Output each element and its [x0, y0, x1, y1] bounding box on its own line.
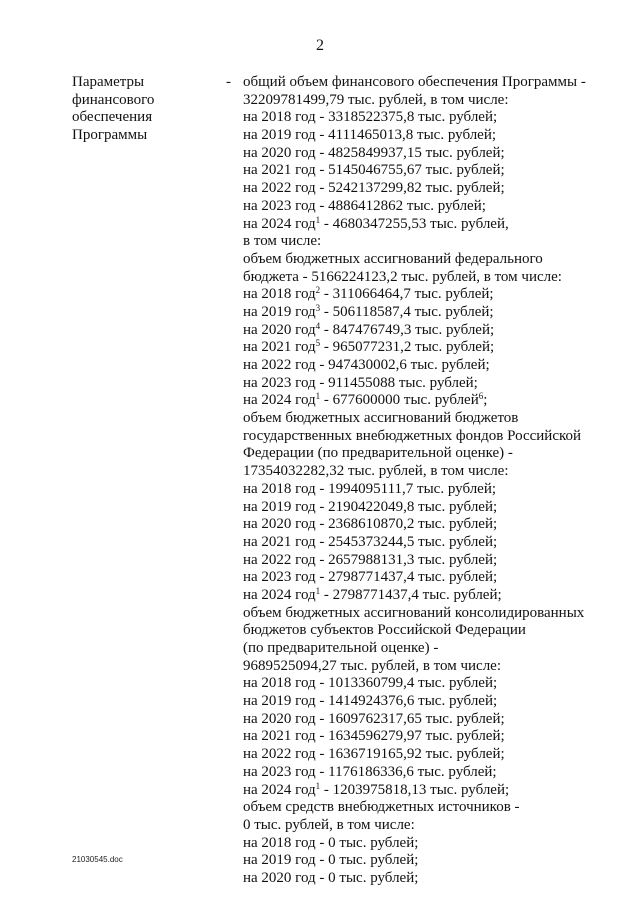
- financing-line-amount: - 311066464,7 тыс. рублей;: [320, 286, 494, 303]
- financing-line: [243, 852, 608, 870]
- section-label-line: Параметры: [72, 74, 145, 90]
- financing-line-text: на 2018 год - 0 тыс. рублей;: [243, 834, 419, 851]
- financing-line-text: объем бюджетных ассигнований консолидированных: [243, 604, 585, 621]
- financing-line-text: на 2021 год - 1634596279,97 тыс. рублей;: [243, 728, 505, 745]
- financing-line-text: на 2023 год - 911455088 тыс. рублей;: [243, 374, 478, 391]
- financing-line: [243, 375, 608, 393]
- financing-line: [243, 322, 608, 340]
- footnote-mark: 1: [315, 585, 321, 596]
- financing-line-text: 17354032282,32 тыс. рублей, в том числе:: [243, 463, 509, 480]
- financing-line-text: на 2019 год - 4111465013,8 тыс. рублей;: [243, 127, 497, 144]
- financing-line-text: (по предварительной оценке) -: [243, 640, 439, 656]
- financing-line: [243, 693, 608, 711]
- financing-line: [243, 605, 608, 623]
- financing-line-text: объем бюджетных ассигнований федерального: [243, 250, 543, 267]
- financing-line-amount: - 847476749,3 тыс. рублей;: [320, 321, 495, 338]
- footnote-mark: 3: [315, 302, 321, 313]
- financing-line-text: на 2022 год - 5242137299,82 тыс. рублей;: [243, 180, 505, 197]
- financing-line-text: общий объем финансового обеспечения Программы -: [243, 74, 586, 90]
- footnote-mark: 5: [315, 338, 321, 349]
- financing-line-text: объем бюджетных ассигнований бюджетов: [243, 410, 519, 427]
- financing-line-amount: - 1203975818,13 тыс. рублей;: [320, 781, 510, 798]
- financing-line: [243, 127, 608, 145]
- financing-line: [243, 251, 608, 269]
- financing-line-text: на 2021 год - 2545373244,5 тыс. рублей;: [243, 533, 498, 550]
- financing-line: [243, 463, 608, 481]
- financing-line-text: на 2023 год - 4886412862 тыс. рублей;: [243, 197, 486, 214]
- financing-line: [243, 162, 608, 180]
- financing-line: [243, 339, 608, 357]
- financing-line-text: на 2020 год - 1609762317,65 тыс. рублей;: [243, 710, 505, 727]
- financing-line: [243, 587, 608, 605]
- financing-line-text: на 2022 год - 947430002,6 тыс. рублей;: [243, 357, 490, 373]
- financing-details: [243, 74, 608, 888]
- financing-line: [243, 109, 608, 127]
- financing-line: [243, 870, 608, 888]
- financing-line-text: Федерации (по предварительной оценке) -: [243, 445, 513, 462]
- financing-line-amount: - 506118587,4 тыс. рублей;: [320, 303, 494, 320]
- financing-line: [243, 516, 608, 534]
- financing-line: [243, 746, 608, 764]
- financing-line-text: бюджетов субъектов Российской Федерации: [243, 622, 526, 639]
- financing-line-text: на 2020 год - 2368610870,2 тыс. рублей;: [243, 516, 498, 533]
- footnote-mark: 6: [478, 391, 484, 402]
- financing-line: [243, 445, 608, 463]
- financing-line: [243, 569, 608, 587]
- financing-line-text: на 2019 год - 1414924376,6 тыс. рублей;: [243, 693, 498, 710]
- financing-line-text: бюджета - 5166224123,2 тыс. рублей, в том числе:: [243, 268, 562, 285]
- section-label: [72, 74, 222, 145]
- financing-line: [243, 233, 608, 251]
- financing-line-text: на 2024 год: [243, 215, 316, 232]
- financing-line-text: на 2018 год - 1994095111,7 тыс. рублей;: [243, 480, 497, 497]
- footnote-mark: 1: [315, 780, 321, 791]
- financing-line-amount: - 4680347255,53 тыс. рублей,: [320, 215, 509, 232]
- financing-line: [243, 799, 608, 817]
- financing-line-text: на 2024 год: [243, 586, 316, 603]
- financing-line: [243, 835, 608, 853]
- financing-line: [243, 74, 608, 92]
- financing-line-text: на 2018 год: [243, 286, 316, 303]
- financing-line: [243, 640, 608, 658]
- financing-line-text: 0 тыс. рублей, в том числе:: [243, 816, 415, 833]
- financing-line-text: в том числе:: [243, 233, 322, 250]
- financing-line-text: на 2022 год - 1636719165,92 тыс. рублей;: [243, 746, 505, 763]
- financing-line-text: на 2020 год - 0 тыс. рублей;: [243, 869, 419, 886]
- financing-line: [243, 428, 608, 446]
- financing-line-text: на 2019 год: [243, 303, 316, 320]
- financing-line-text: на 2018 год - 1013360799,4 тыс. рублей;: [243, 675, 498, 692]
- financing-line-amount: - 965077231,2 тыс. рублей;: [320, 339, 495, 356]
- financing-line-text: на 2022 год - 2657988131,3 тыс. рублей;: [243, 551, 498, 568]
- financing-line-text: на 2024 год: [243, 781, 316, 798]
- section-label-line: финансового: [72, 91, 155, 108]
- section-dash: -: [226, 74, 231, 90]
- financing-line: [243, 180, 608, 198]
- financing-line: [243, 481, 608, 499]
- financing-line: [243, 552, 608, 570]
- footnote-mark: 1: [315, 391, 321, 402]
- financing-line: [243, 410, 608, 428]
- financing-line-text: на 2018 год - 3318522375,8 тыс. рублей;: [243, 109, 498, 126]
- financing-line-amount: - 677600000 тыс. рублей: [320, 392, 479, 409]
- financing-line-text: государственных внебюджетных фондов Российской: [243, 427, 582, 444]
- financing-line: [243, 817, 608, 835]
- financing-line-text: на 2020 год - 4825849937,15 тыс. рублей;: [243, 144, 505, 161]
- financing-line: [243, 499, 608, 517]
- financing-line-text: на 2020 год: [243, 321, 316, 338]
- financing-line: [243, 286, 608, 304]
- financing-line: [243, 145, 608, 163]
- financing-line: [243, 675, 608, 693]
- file-name: 21030545.doc: [72, 855, 123, 864]
- financing-line: [243, 392, 608, 410]
- financing-line: [243, 728, 608, 746]
- financing-line-text: на 2023 год - 2798771437,4 тыс. рублей;: [243, 569, 498, 586]
- financing-line-text: на 2019 год - 0 тыс. рублей;: [243, 852, 419, 869]
- financing-line-text: на 2023 год - 1176186336,6 тыс. рублей;: [243, 763, 497, 780]
- financing-line-text: на 2021 год: [243, 339, 316, 356]
- financing-line-amount: - 2798771437,4 тыс. рублей;: [320, 586, 502, 603]
- financing-line: [243, 782, 608, 800]
- financing-line: [243, 658, 608, 676]
- financing-line: [243, 216, 608, 234]
- financing-line-text: объем средств внебюджетных источников -: [243, 799, 520, 816]
- footnote-mark: 2: [315, 285, 321, 296]
- financing-line: [243, 269, 608, 287]
- section-label-line: Программы: [72, 127, 148, 144]
- financing-line-text: 32209781499,79 тыс. рублей, в том числе:: [243, 91, 509, 108]
- financing-line: [243, 304, 608, 322]
- financing-line: [243, 622, 608, 640]
- financing-line-text: на 2021 год - 5145046755,67 тыс. рублей;: [243, 162, 505, 179]
- page-number: 2: [316, 37, 324, 54]
- financing-line: [243, 711, 608, 729]
- financing-line: [243, 357, 608, 375]
- financing-line: [243, 198, 608, 216]
- financing-line: [243, 92, 608, 110]
- financing-line-text: на 2024 год: [243, 392, 316, 409]
- footnote-mark: 4: [315, 320, 321, 331]
- section-label-line: обеспечения: [72, 109, 153, 126]
- footnote-mark: 1: [315, 214, 321, 225]
- financing-line-text: 9689525094,27 тыс. рублей, в том числе:: [243, 657, 502, 674]
- financing-line-text: на 2019 год - 2190422049,8 тыс. рублей;: [243, 498, 498, 515]
- financing-line-punctuation: ;: [483, 392, 488, 409]
- financing-line: [243, 534, 608, 552]
- financing-line: [243, 764, 608, 782]
